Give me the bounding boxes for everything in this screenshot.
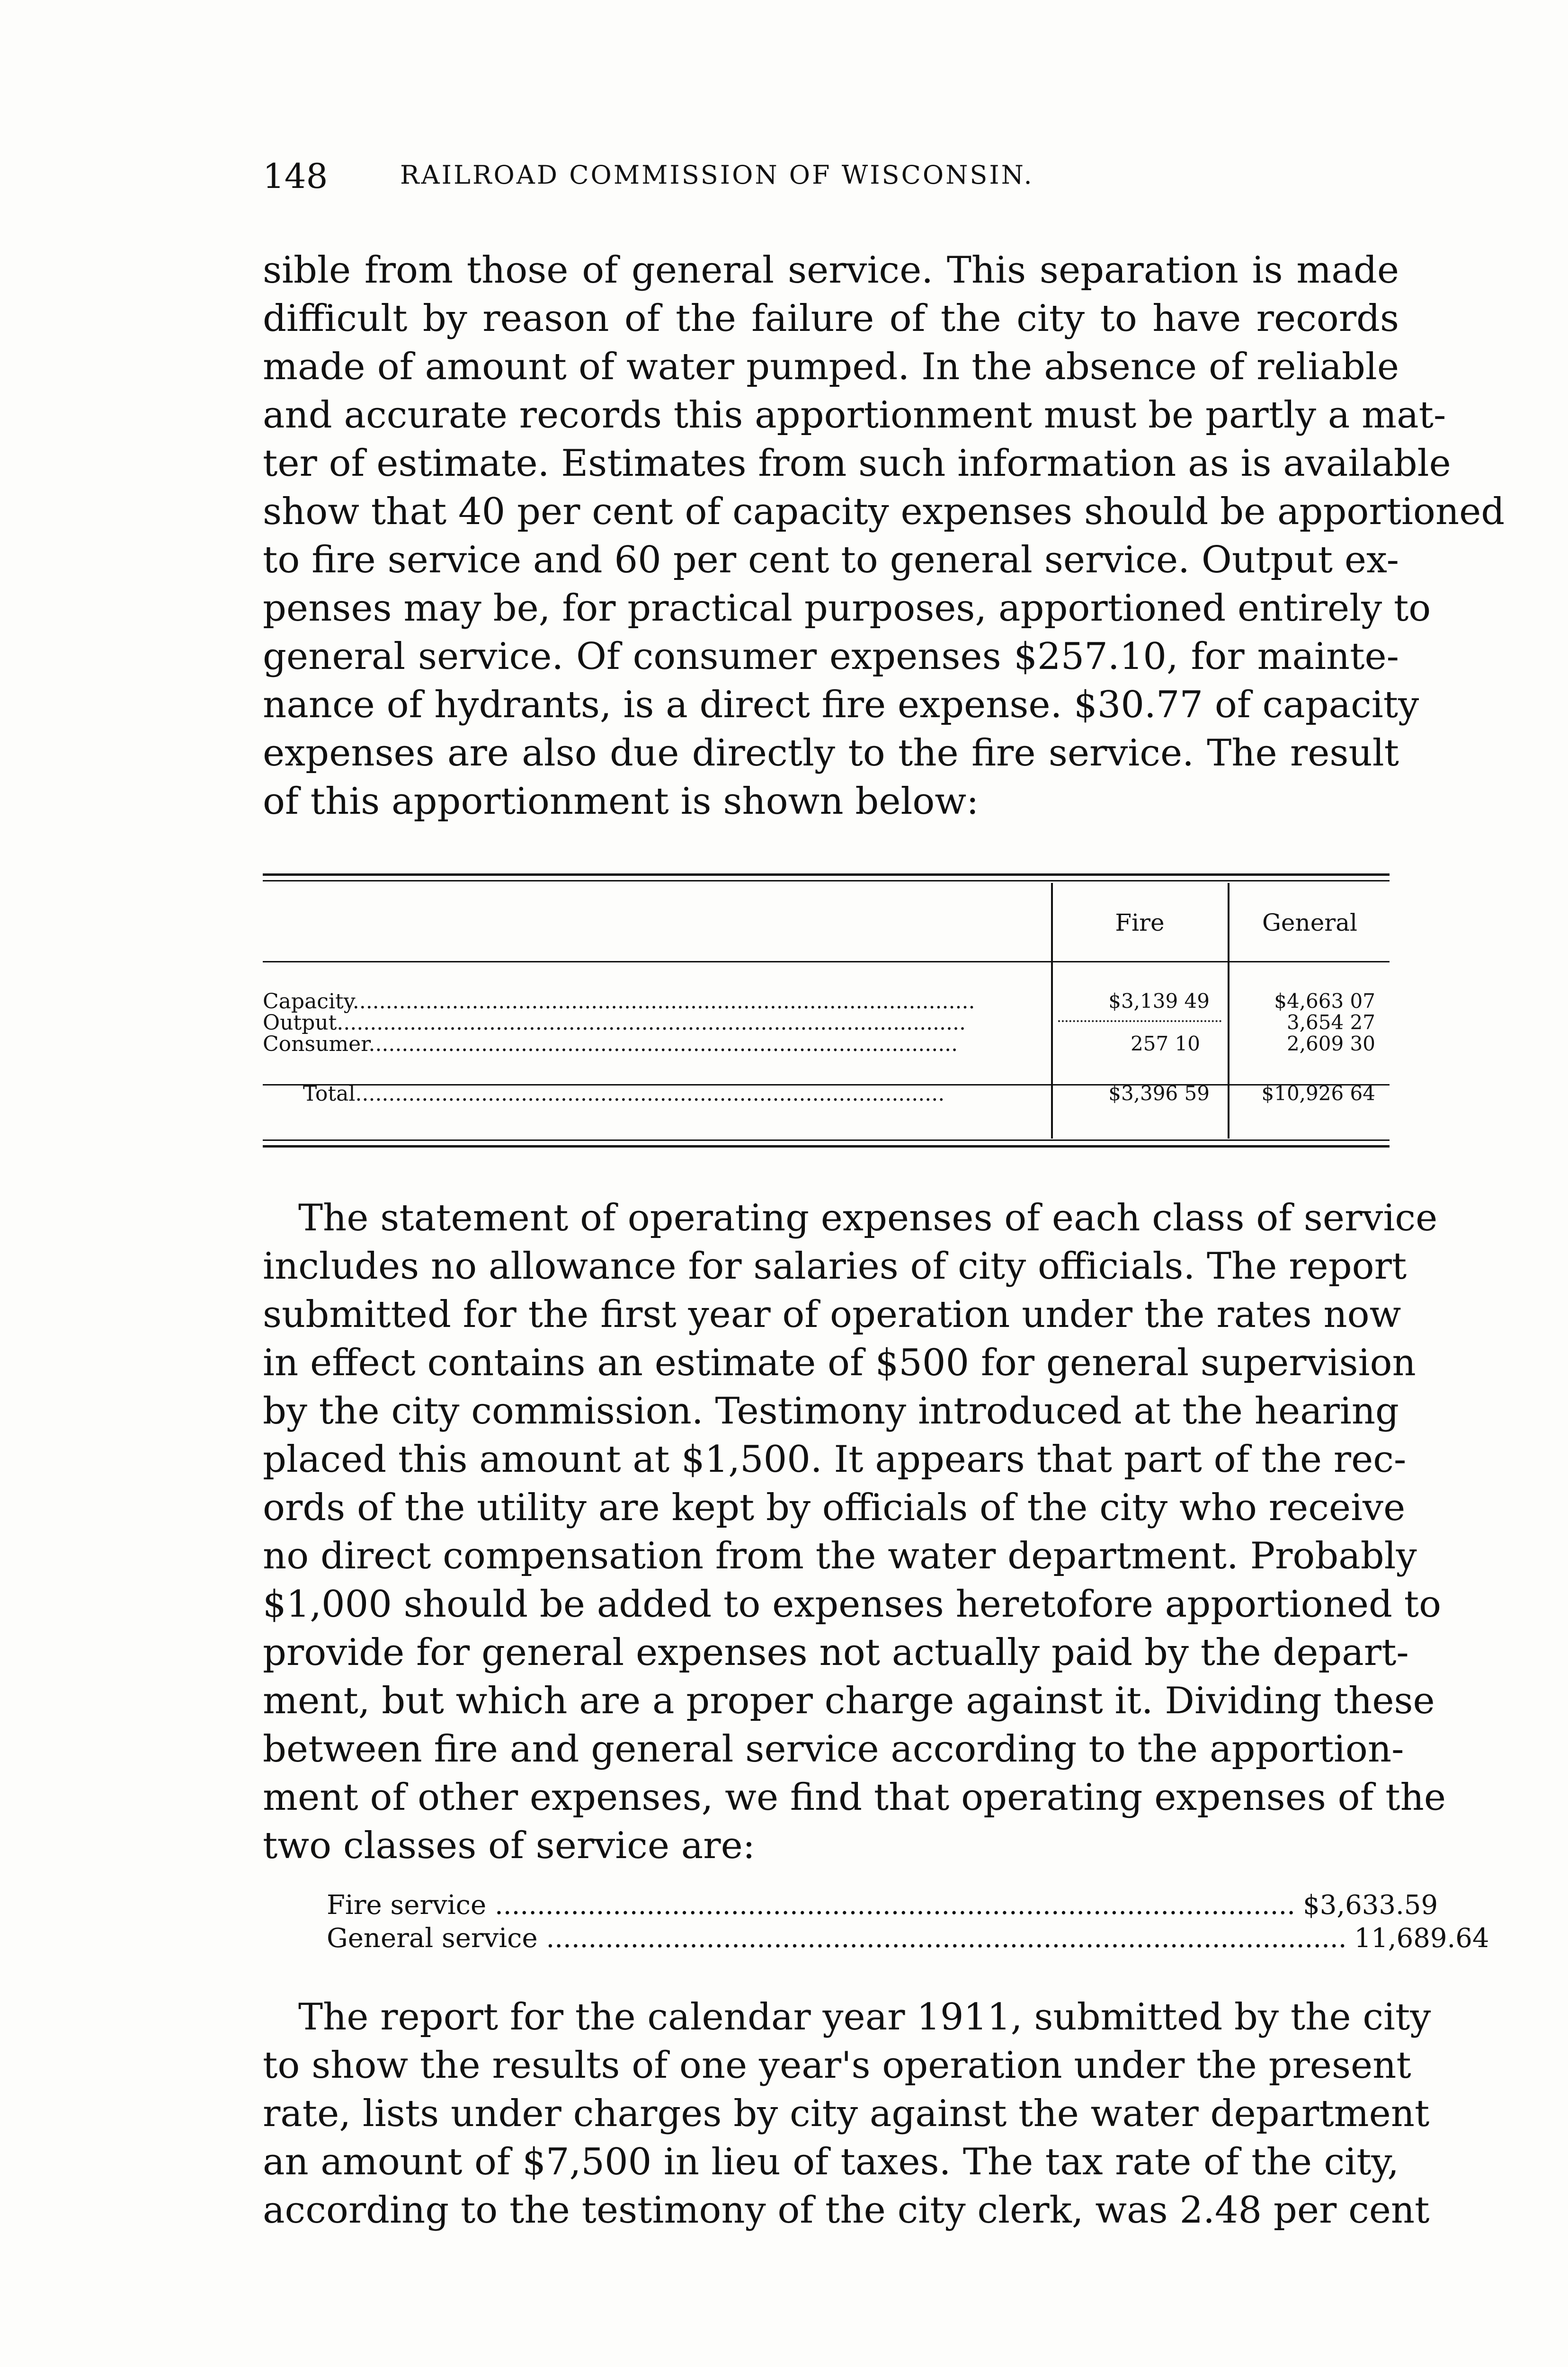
text-line: made of amount of water pumped. In the absence of reliable	[263, 346, 1399, 388]
column-divider	[1228, 883, 1229, 1139]
header-rule	[263, 961, 1390, 962]
leader-dots: ...............................................................................................	[537, 1923, 1347, 1954]
text-line: ter of estimate. Estimates from such information as is available	[263, 442, 1451, 485]
text-line: by the city commission. Testimony introduced at the hearing	[263, 1390, 1399, 1433]
text-line: rate, lists under charges by city against the water department	[263, 2092, 1430, 2135]
summary-label: Fire service	[327, 1890, 487, 1921]
cell-output-general: 3,654 27	[1286, 1011, 1375, 1034]
summary-row-general	[327, 1922, 1489, 1955]
text-line: ment of other expenses, we find that operating expenses of the	[263, 1776, 1446, 1819]
leader-dots: ...............................................................................................	[486, 1890, 1296, 1921]
page-header	[263, 156, 1390, 199]
text-line: The report for the calendar year 1911, submitted by the city	[298, 1996, 1431, 2038]
cell-capacity-fire: $3,139 49	[1108, 989, 1210, 1013]
row-label-consumer: Consumer.........................................................................................	[263, 1032, 958, 1056]
text-line: difficult by reason of the failure of the city to have records	[263, 297, 1399, 340]
cell-total-fire: $3,396 59	[1108, 1082, 1210, 1105]
summary-value: 11,689.64	[1354, 1923, 1489, 1954]
row-label-text: Consumer	[263, 1032, 369, 1056]
table-top-rule	[263, 880, 1390, 881]
row-label-total: Total.........................................................................................	[303, 1082, 945, 1106]
text-line: an amount of $7,500 in lieu of taxes. The tax rate of the city,	[263, 2141, 1399, 2183]
cell-output-fire-blank	[1058, 1020, 1221, 1022]
summary-row-fire	[327, 1889, 1438, 1922]
apportionment-table	[263, 873, 1390, 1139]
summary-value: $3,633.59	[1303, 1890, 1438, 1921]
cell-capacity-general: $4,663 07	[1274, 989, 1375, 1013]
cell-consumer-fire: 257 10	[1131, 1032, 1200, 1055]
text-line: general service. Of consumer expenses $257.10, for mainte-	[263, 635, 1399, 678]
cell-consumer-general: 2,609 30	[1286, 1032, 1375, 1055]
table-bottom-rule	[263, 1139, 1390, 1141]
paragraph-operating-expenses	[263, 1194, 1446, 1870]
table-top-rule	[263, 873, 1390, 876]
text-line: in effect contains an estimate of $500 for general supervision	[263, 1342, 1416, 1384]
cell-total-general: $10,926 64	[1261, 1082, 1375, 1105]
text-line: ment, but which are a proper charge against it. Dividing these	[263, 1680, 1435, 1722]
text-line: two classes of service are:	[263, 1824, 756, 1867]
paragraph-apportionment	[263, 246, 1505, 826]
text-line: penses may be, for practical purposes, apportioned entirely to	[263, 587, 1431, 630]
expense-summary	[327, 1889, 1489, 1955]
text-line: of this apportionment is shown below:	[263, 780, 979, 823]
row-label-text: Capacity	[263, 989, 353, 1014]
text-line: between fire and general service according to the apportion-	[263, 1728, 1404, 1771]
text-line: provide for general expenses not actually paid by the depart-	[263, 1631, 1409, 1674]
text-line: according to the testimony of the city clerk, was 2.48 per cent	[263, 2189, 1430, 2232]
text-line: placed this amount at $1,500. It appears that part of the rec-	[263, 1438, 1407, 1481]
text-line: show that 40 per cent of capacity expenses should be apportioned	[263, 490, 1505, 533]
text-line: ords of the utility are kept by officials of the city who receive	[263, 1486, 1406, 1529]
column-header-fire: Fire	[1115, 909, 1165, 936]
running-head: RAILROAD COMMISSION OF WISCONSIN.	[400, 160, 1034, 190]
text-line: includes no allowance for salaries of city officials. The report	[263, 1245, 1407, 1288]
text-line: no direct compensation from the water department. Probably	[263, 1535, 1417, 1577]
text-line: $1,000 should be added to expenses heretofore apportioned to	[263, 1583, 1442, 1626]
page-number: 148	[263, 156, 328, 196]
paragraph-taxes	[263, 1993, 1431, 2234]
text-line: sible from those of general service. This separation is made	[263, 249, 1399, 292]
column-header-general: General	[1262, 909, 1358, 936]
text-line: nance of hydrants, is a direct fire expense. $30.77 of capacity	[263, 684, 1419, 726]
summary-label: General service	[327, 1923, 538, 1954]
text-line: to fire service and 60 per cent to general service. Output ex-	[263, 539, 1399, 581]
text-line: to show the results of one year's operation under the present	[263, 2044, 1411, 2087]
row-label-text: Total	[303, 1082, 356, 1106]
text-line: submitted for the first year of operation under the rates now	[263, 1293, 1401, 1336]
column-divider	[1051, 883, 1053, 1139]
text-line: and accurate records this apportionment must be partly a mat-	[263, 394, 1446, 436]
row-label-text: Output	[263, 1011, 337, 1035]
row-label-output: Output...............................................................................................	[263, 1011, 966, 1035]
text-line: expenses are also due directly to the fire service. The result	[263, 732, 1399, 774]
row-label-capacity: Capacity..............................................................................................	[263, 989, 975, 1014]
table-bottom-rule	[263, 1145, 1390, 1148]
text-line: The statement of operating expenses of each class of service	[298, 1197, 1438, 1239]
